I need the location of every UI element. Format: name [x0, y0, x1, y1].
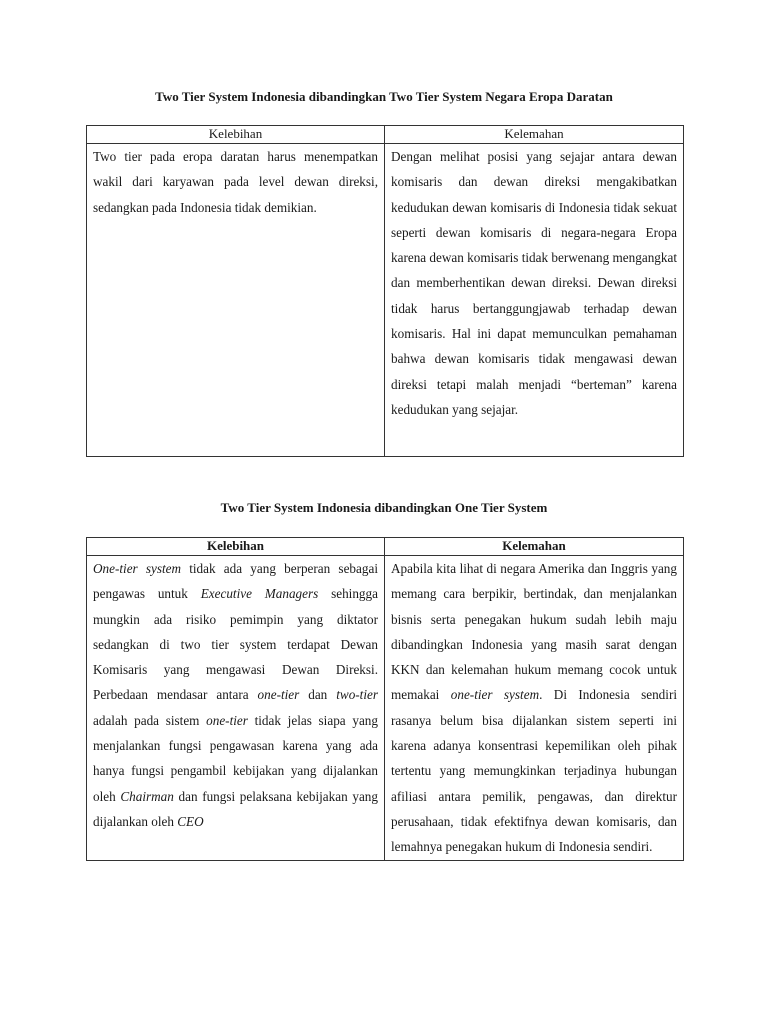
header-kelemahan: Kelemahan [385, 126, 684, 144]
term-italic: two-tier [336, 687, 378, 703]
kelemahan-text: Dengan melihat posisi yang sejajar antara dewan komisaris dan dewan direksi mengakibatkan kedudukan dewan komisaris di Indonesia tidak sekuat seperti dewan komisaris di negara-negara Eropa karena dewan komisaris tidak berwenang mengangkat dan memberhentikan dewan direksi. Dewan direksi tidak harus bertanggungjawab terhadap dewan komisaris. Hal ini dapat memunculkan pemahaman bahwa dewan komisaris tidak mengawasi dewan direksi tetapi malah menjadi “berteman” karena kedudukan yang sejajar. [391, 149, 677, 417]
term-italic: one-tier [257, 687, 300, 703]
section1-title: Two Tier System Indonesia dibandingkan Two Tier System Negara Eropa Daratan [155, 89, 613, 104]
term-italic: CEO [177, 813, 204, 829]
kelebihan-text: Two tier pada eropa daratan harus menempatkan wakil dari karyawan pada level dewan direksi, sedangkan pada Indonesia tidak demikian. [93, 149, 378, 215]
kelemahan-text [391, 556, 677, 860]
kelemahan-cell [385, 556, 684, 861]
body-text: tidak ada yang berperan sebagai pengawas untuk [93, 561, 378, 602]
kelemahan-cell [385, 144, 684, 457]
term-italic: Executive Managers [200, 586, 319, 602]
body-text: dan fungsi pelaksana kebijakan yang dijalankan oleh [93, 788, 378, 829]
body-text: Apabila kita lihat di negara Amerika dan Inggris yang memang cara berpikir, bertindak, dan menjalankan bisnis serta penegakan hukum sudah lebih maju dibandingkan Indonesia yang masih sarat dengan KKN dan kelemahan hukum memang cocok untuk memakai [391, 561, 677, 703]
kelebihan-cell [87, 144, 385, 457]
term-italic: One-tier system [93, 561, 182, 576]
header-kelemahan: Kelemahan [385, 538, 684, 556]
comparison-table-2 [86, 537, 684, 861]
kelebihan-text [93, 556, 378, 834]
comparison-table-1 [86, 125, 684, 457]
header-kelebihan: Kelebihan [87, 126, 385, 144]
body-text: tidak jelas siapa yang menjalankan fungsi pengawasan karena yang ada hanya fungsi pengambil kebijakan yang dijalankan oleh [93, 712, 378, 804]
section2-title: Two Tier System Indonesia dibandingkan One Tier System [220, 500, 548, 515]
kelebihan-cell [87, 556, 385, 861]
body-text: . Di Indonesia sendiri rasanya belum bisa dijalankan sistem seperti ini karena adanya konsentrasi kepemilikan oleh pihak tertentu yang memungkinkan terjadinya hubungan afiliasi antara pemilik, pengawas, dan direktur perusahaan, tidak efektifnya dewan komisaris, dan lemahnya penegakan hukum di Indonesia sendiri. [391, 687, 677, 855]
term-italic: one-tier system [450, 687, 540, 703]
term-italic: one-tier [206, 712, 248, 728]
body-text: adalah pada sistem [93, 712, 207, 728]
body-text: sehingga mungkin ada risiko pemimpin yang diktator sedangkan di two tier system terdapat Dewan Komisaris yang mengawasi Dewan Direksi. Perbedaan mendasar antara [93, 586, 378, 703]
term-italic: Chairman [120, 788, 174, 804]
body-text: dan [299, 687, 337, 703]
header-kelebihan: Kelebihan [87, 538, 385, 556]
